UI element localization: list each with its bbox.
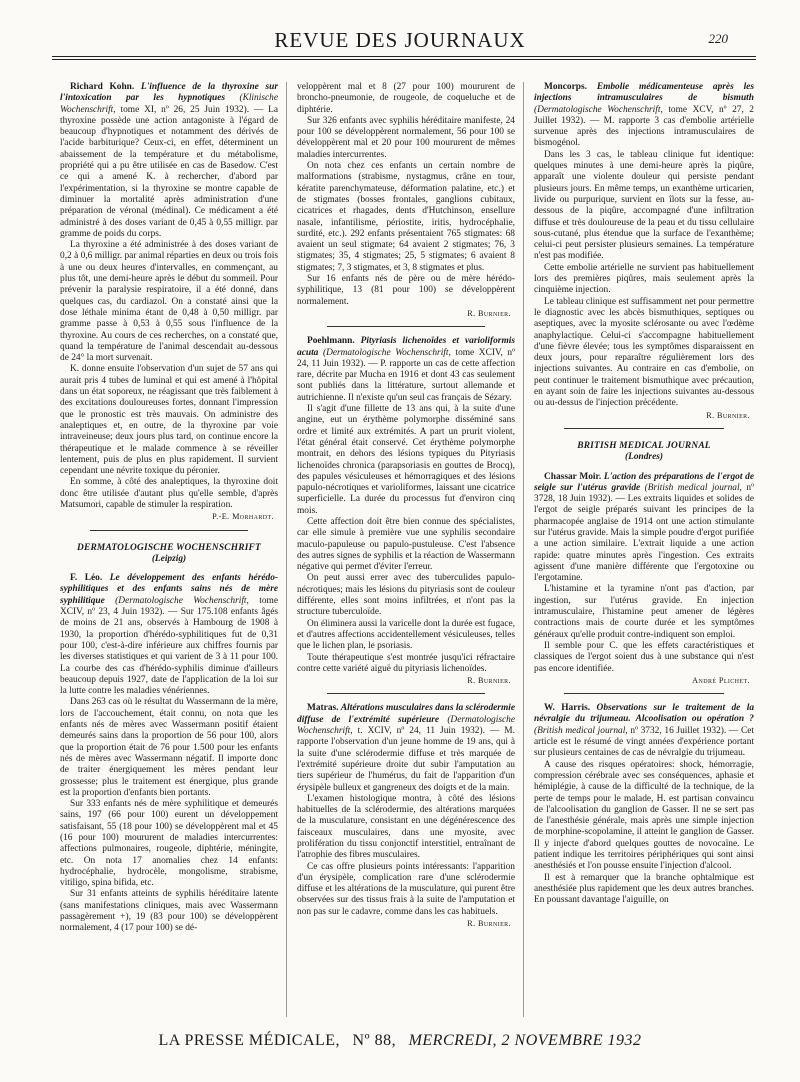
article-harris — [534, 703, 754, 906]
article-author: Chassar Moir. — [544, 471, 602, 482]
article-title: Observations sur le traitement de la névralgie du trijumeau. Alcoolisation ou opération ? — [534, 703, 755, 725]
article-matras — [297, 703, 515, 929]
article-signature: R. Burnier. — [467, 308, 511, 318]
journal-heading: BRITISH MEDICAL JOURNAL — [577, 440, 711, 451]
article-paragraph: Il s'agit d'une fillette de 13 ans qui, à la suite d'une angine, eut un érythème polymorphe disséminé sans ordre et limité aux extrémités. A part un prurit violent, l'état général était conservé. Cet érythème polymorphe montrait, en dehors des lésions typiques du Pityriasis lichenoïdes chronica (parapsoriasis en gouttes de Brocq), des papules vésiculeuses et hémorragiques et des lésions papulo-nécrotiques et varioliformes, laissant une cicatrice superficielle. La durée du processus fut d'environ cinq mois. — [297, 404, 515, 516]
article-ref-details: tome XI, nº 26, 25 Juin 1932). — La — [120, 104, 278, 115]
article-signature: R. Burnier. — [467, 676, 511, 686]
column-left — [60, 82, 278, 941]
footer-issue: Nº 88, — [352, 1032, 397, 1049]
article-author: Matras. — [307, 703, 339, 714]
article-paragraph: L'histamine et la tyramine n'ont pas d'action, par ingestion, sur l'utérus gravide. En injection intramusculaire, l'histamine peut amener de légères contractions mais de courte durée et les symptômes généraux qu'elle produit contre-indiquent son emploi. — [534, 584, 754, 640]
article-lead — [534, 82, 754, 150]
article-author: W. Harris. — [544, 703, 591, 714]
article-journal-ref: (British medical journal, — [534, 725, 628, 736]
section-divider — [327, 326, 485, 327]
article-lead — [534, 472, 754, 585]
article-journal-ref: (Dermatologische Wochenschrift, — [534, 104, 663, 115]
article-paragraph: Il semble pour C. que les effets caractéristiques et classiques de l'ergot soient dus à une substance qui n'est pas encore identifiée. — [534, 640, 754, 674]
article-lead — [297, 336, 515, 404]
article-author: Richard Kohn. — [70, 82, 135, 92]
article-paragraph: On peut aussi errer avec des tuberculides papulo-nécrotiques; mais les lésions du pityriasis sont de couleur différente, elles sont moins infiltrées, et n'ont pas la structure tuberculoïde. — [297, 573, 515, 618]
article-title: L'action des préparations de l'ergot de seigle sur l'utérus gravide — [534, 471, 755, 493]
article-paragraph: veloppèrent mal et 8 (27 pour 100) moururent de broncho-pneumonie, de rougeole, de coqueluche et de diphtérie. — [297, 82, 515, 115]
article-leo-continued — [297, 82, 515, 319]
article-paragraph: Sur 31 enfants atteints de syphilis héréditaire latente (sans manifestations cliniques, mais avec Wassermann passagèrement +), 19 (83 pour 100) se développèrent normalement, 4 (17 pour 100) se dé- — [60, 889, 278, 934]
article-lead — [534, 703, 754, 759]
article-paragraph: Sur 16 enfants nés de père ou de mère hérédo-syphilitique, 13 (81 pour 100) se développèrent normalement. — [297, 274, 515, 307]
article-lead — [60, 82, 278, 240]
article-ref-details: nº 3732, 16 Juillet 1932). — Cet article est le résumé de vingt années d'expérience portant sur plusieurs centaines de cas de névralgie du trijumeau. — [534, 725, 754, 759]
article-paragraph: En somme, à côté des analeptiques, la thyroxine doit donc être utilisée d'autant plus qu'elle semble, d'après Matsumori, capable de stimuler la respiration. — [60, 477, 278, 510]
article-paragraph: Toute thérapeutique s'est montrée jusqu'ici réfractaire contre cette variété aiguë du pityriasis lichenoïdes. — [297, 652, 515, 674]
section-divider — [564, 428, 724, 429]
header-rule-top — [52, 56, 756, 57]
journal-subheading: (Londres) — [624, 452, 664, 463]
column-middle — [297, 82, 515, 935]
article-journal-ref: (Dermatologische Wochenschrift, — [322, 347, 451, 358]
article-paragraph: A cause des risques opératoires: shock, hémorragie, compression cérébrale avec ses conséquences, aphasie et hémiplégie, à cause de la difficulté de la technique, de la perte de temps pour le malade, H. est partisan convaincu de l'alcoolisation du ganglion de Gasser. Il ne se sert pas de l'anesthésie générale, mais après une simple injection de morphine-scopolamine, il atteint le ganglion de Gasser. Il y injecte d'abord quelques gouttes de novocaïne. Le patient indique les territoires périphériques qui sont ainsi anesthésiés et l'on pousse ensuite l'injection d'alcool. — [534, 759, 754, 872]
article-journal-ref: (Dermatologische Wochenschrift, — [115, 595, 249, 606]
column-right — [534, 82, 754, 912]
article-paragraph: Sur 326 enfants avec syphilis héréditaire manifeste, 24 pour 100 se développèrent normalement, 56 pour 100 se développèrent mal et 20 pour 100 moururent de mêmes maladies intercurrentes. — [297, 115, 515, 160]
article-signature: R. Burnier. — [706, 410, 750, 420]
article-paragraph: cas de cette affection rare, décrite par Mucha en 1916 et dont 43 cas seulement sont publiés dans la littérature, surtout allemande et autrichienne. Il n'existe qu'un seul cas français de Sézary. — [297, 358, 516, 403]
footer-journal: LA PRESSE MÉDICALE, — [158, 1032, 341, 1049]
article-ref-details: tome XCIV, nº 24, 11 Juin 1932). — P. rapporte un — [297, 347, 516, 369]
journal-subheading: (Leipzig) — [151, 553, 187, 564]
page-title: REVUE DES JOURNAUX — [274, 28, 526, 52]
article-author: Moncorps. — [544, 82, 587, 92]
article-paragraph: Dans 263 cas où le résultat du Wassermann de la mère, lors de l'accouchement, était connu, on nota que les enfants nés de mères avec Wassermann positif étaient demeurés sains dans la proportion de 56 pour 100, alors que la proportion était de 76 pour 1.500 pour les enfants nés de mères avec Wassermann négatif. Il importe donc de traiter énergiquement les mères pendant leur grossesse; plus le traitement est énergique, plus grande est la proportion d'enfants bien portants. — [60, 697, 278, 798]
article-title: Pityriasis lichenoïdes et varioliformis acuta — [297, 336, 515, 358]
article-paragraph: Cette affection doit être bien connue des spécialistes, car elle simule à première vue une syphilis secondaire maculo-papuleuse ou papulo-pustuleuse. C'est l'absence des autres signes de syphilis et la réaction de Wassermann négative qui permet d'éviter l'erreur. — [297, 516, 515, 573]
article-leo — [60, 573, 278, 935]
article-journal-ref: (Dermatologische Wochenschrift, — [297, 714, 516, 737]
article-lead — [297, 703, 515, 793]
article-ref-details: tome XCIV, nº 23, 4 Juin 1932). — Sur 175.108 — [60, 595, 278, 618]
page-number: 220 — [708, 31, 728, 46]
section-divider — [564, 693, 724, 694]
article-signature: André Plichet. — [692, 675, 750, 685]
article-paragraph: thyroxine possède une action antagoniste à l'égard de beaucoup d'hypnotiques et notamment des dérivés de l'acide barbiturique? Ceux-ci, en effet, déterminent un abaissement de la température et du métabolisme, propriété qui a pu être utilisée en cas de Basedow. C'est ce qui a amené K. à rechercher, d'abord par l'expérimentation, si la thyroxine se montre capable de diminuer la mortalité après administration d'une préparation de véronal (médinal). Ce médicament a été administré à des doses variant de 0,45 à 0,55 milligr. par gramme de poids du corps. — [60, 115, 278, 239]
article-paragraph: Le tableau clinique est suffisamment net pour permettre le diagnostic avec les abcès bismuthiques, septiques ou aseptiques, avec la myosite sclérosante ou avec l'œdème anaphylactique. Celui-ci s'accompagne habituellement d'une fièvre élevée; tous les symptômes disparaissent en deux jours, pour reparaître régulièrement lors des injections suivantes. Au contraire en cas d'embolie, on peut continuer le traitement bismuthique avec précaution, en ayant soin de faire les injections suivantes au-dessous ou au-dessus de l'injection précédente. — [534, 296, 754, 409]
footer-date: MERCREDI, 2 NOVEMBRE 1932 — [408, 1032, 642, 1049]
article-paragraph: La thyroxine a été administrée à des doses variant de 0,2 à 0,6 milligr. par animal réparties en deux ou trois fois à une ou deux heures d'intervalles, en commençant, au plus tôt, une demi-heure après le début du sommeil. Pour prévenir la paralysie respiratoire, il a été donné, dans quelques cas, du cardiazol. On a constaté ainsi que la dose léthale minima étant de 0,48 à 0,50 milligr. par gramme passe à 0,53 à 0,55 sous l'influence de la thyroxine. Au cours de ces recherches, on a constaté que, quand la température de l'animal descendait au-dessous de 24° la mort survenait. — [60, 240, 278, 364]
article-title: Le développement des enfants hérédo-syphilitiques et des enfants sains nés de mère syphilitique — [60, 573, 278, 606]
article-moncorps — [534, 82, 754, 421]
header-rule-bottom — [52, 59, 756, 60]
journal-heading: DERMATOLOGISCHE WOCHENSCHRIFT — [77, 542, 261, 553]
article-title: L'influence de la thyroxine sur l'intoxication par les hypnotiques — [60, 82, 278, 104]
article-title: Embolie médicamenteuse après les injections intramusculaires de bismuth — [534, 82, 754, 104]
article-author: Poehlmann. — [307, 336, 355, 347]
article-ref-details: tome XCV, nº 27, 2 Juillet 1932). — M. rapporte 3 cas d'embolie artérielle survenue après des injections intramusculaires de bismogénol. — [534, 104, 754, 149]
article-paragraph: Ce cas offre plusieurs points intéressants: l'apparition d'un érysipèle, complication rare d'une sclérodermie diffuse et les altérations de la musculature, qui purent être observées sur des tissus frais à la suite de l'amputation et non pas sur le cadavre, comme dans les cas habituels. — [297, 861, 515, 917]
section-divider — [90, 530, 248, 531]
article-journal-ref: (British medical journal, — [644, 482, 742, 493]
article-paragraph: jeune homme de 19 ans, qui à la suite d'une sclérodermie diffuse et très marquée de l'extrémité supérieure droite dut subir l'amputation au tiers supérieur de l'humérus, du fait de l'apparition d'un érysipèle bulleux et gangreneux des doigts et de la main. — [297, 737, 515, 793]
article-lead — [60, 573, 278, 697]
article-ref-details: nº 3728, 18 Juin 1932). — Les extraits liquides et solides de l'ergot de seigle préparés suivant les principes de la pharmacopée anglaise de 1914 ont une action stimulante sur l'utérus gravide. Mais la simple poudre d'ergot purifiée a une action similaire. L'extrait liquide a une action rapide: quatre minutes après l'ingestion. Ces extraits agissent d'une manière différente que l'ergotoxine ou l'ergotamine. — [534, 482, 754, 584]
article-paragraph: Sur 333 enfants nés de mère syphilitique et demeurés sains, 197 (66 pour 100) eurent un développement satisfaisant, 55 (18 pour 100) se développèrent mal et 45 (16 pour 100) moururent de maladies intercurrentes: affections pulmonaires, rougeole, diphtérie, méningite, etc. On nota 17 anomalies chez 14 enfants: hydrocéphalie, hydrocèle, mongolisme, strabisme, vitiligo, spina bifida, etc. — [60, 799, 278, 889]
article-journal-ref: (Klinische Wochenschrift, — [60, 93, 278, 115]
article-paragraph: Dans les 3 cas, le tableau clinique fut identique: quelques minutes à une demi-heure après la piqûre, apparaît une violente douleur qui persiste pendant plusieurs jours. En même temps, un exanthème urticarien, livide ou purpurique, survient en îlots sur la fesse, au-dessous de la piqûre, accompagné d'une infiltration diffuse et très douloureuse de la peau et du tissu cellulaire sous-cutané, plus étendue que la surface de l'exanthème; celui-ci peut persister plusieurs semaines. La température n'est pas modifiée. — [534, 149, 754, 262]
column-divider — [286, 82, 287, 1017]
article-signature: P.-E. Morhardt. — [212, 512, 274, 522]
column-divider — [523, 82, 524, 1017]
article-title: Altérations musculaires dans la sclérodermie diffuse de l'extrémité supérieure — [297, 703, 516, 725]
article-paragraph: Cette embolie artérielle ne survient pas habituellement lors des premières piqûres, mais seulement après la cinquième injection. — [534, 262, 754, 296]
article-poehlmann — [297, 336, 515, 686]
section-divider — [327, 693, 485, 694]
page-footer — [0, 1032, 800, 1050]
article-paragraph: K. donne ensuite l'observation d'un sujet de 57 ans qui aurait pris 4 tubes de luminal et qui est amené à l'hôpital dans un état soporeux, ne réagissant que très faiblement à des excitations douloureuses fortes, donnant l'impression que le pronostic est très mauvais. On administre des analeptiques et, en outre, de la thyroxine par voie intraveineuse; deux jours plus tard, on continue encore la thérapeutique et le malade commence à se réveiller lentement, puis de plus en plus rapidement. Il survient cependant une névrite toxique du péronier. — [60, 364, 278, 477]
article-paragraph: enfants âgés de moins de 21 ans, observés à Hambourg de 1908 à 1930, la proportion d'hérédo-syphilitiques fut de 0,31 pour 100, c'est-à-dire inférieure aux chiffres fournis par les diverses statistiques et qui varient de 3 à 11 pour 100. La courbe des cas d'hérédo-syphilis diminue d'ailleurs beaucoup depuis 1927, date de l'application de la loi sur la lutte contre les maladies vénériennes. — [60, 607, 279, 697]
article-paragraph: On éliminera aussi la varicelle dont la durée est fugace, et d'autres affections accidentellement vésiculeuses, telles que le lichen plan, le psoriasis. — [297, 618, 515, 652]
article-ref-details: t. XCIV, nº 24, 11 Juin 1932). — M. rapporte l'observation d'un — [297, 726, 515, 748]
article-author: F. Léo. — [70, 573, 103, 584]
article-paragraph: Il est à remarquer que la branche ophtalmique est anesthésiée plus rapidement que les deux autres branches. En poussant davantage l'aiguille, on — [534, 872, 754, 906]
article-kohn — [60, 82, 278, 523]
article-moir — [534, 472, 754, 687]
article-signature: R. Burnier. — [467, 919, 511, 929]
article-paragraph: On nota chez ces enfants un certain nombre de malformations (strabisme, nystagmus, crâne en tour, kératite parenchymateuse, déformation palatine, etc.) et de stigmates (bosses frontales, ganglions cubitaux, cicatrices et rhagades, dents d'Hutchinson, ensellure nasale, infantilisme, périostite, iritis, hydrocéphalie, surdité, etc.). 292 enfants présentaient 765 stigmates: 68 avaient un seul stigmate; 64 avaient 2 stigmates; 76, 3 stigmates; 35, 4 stigmates; 25, 5 stigmates; 6 avaient 8 stigmates; 7, 3 stigmates, et 3, 8 stigmates et plus. — [297, 161, 515, 273]
article-paragraph: L'examen histologique montra, à côté des lésions habituelles de la sclérodermie, des altérations marquées de la musculature, consistant en une dégénérescence des faisceaux musculaires, dans une myosite, avec prolifération du tissu conjonctif interstitiel, entraînant de l'atrophie des fibres musculaires. — [297, 793, 515, 861]
